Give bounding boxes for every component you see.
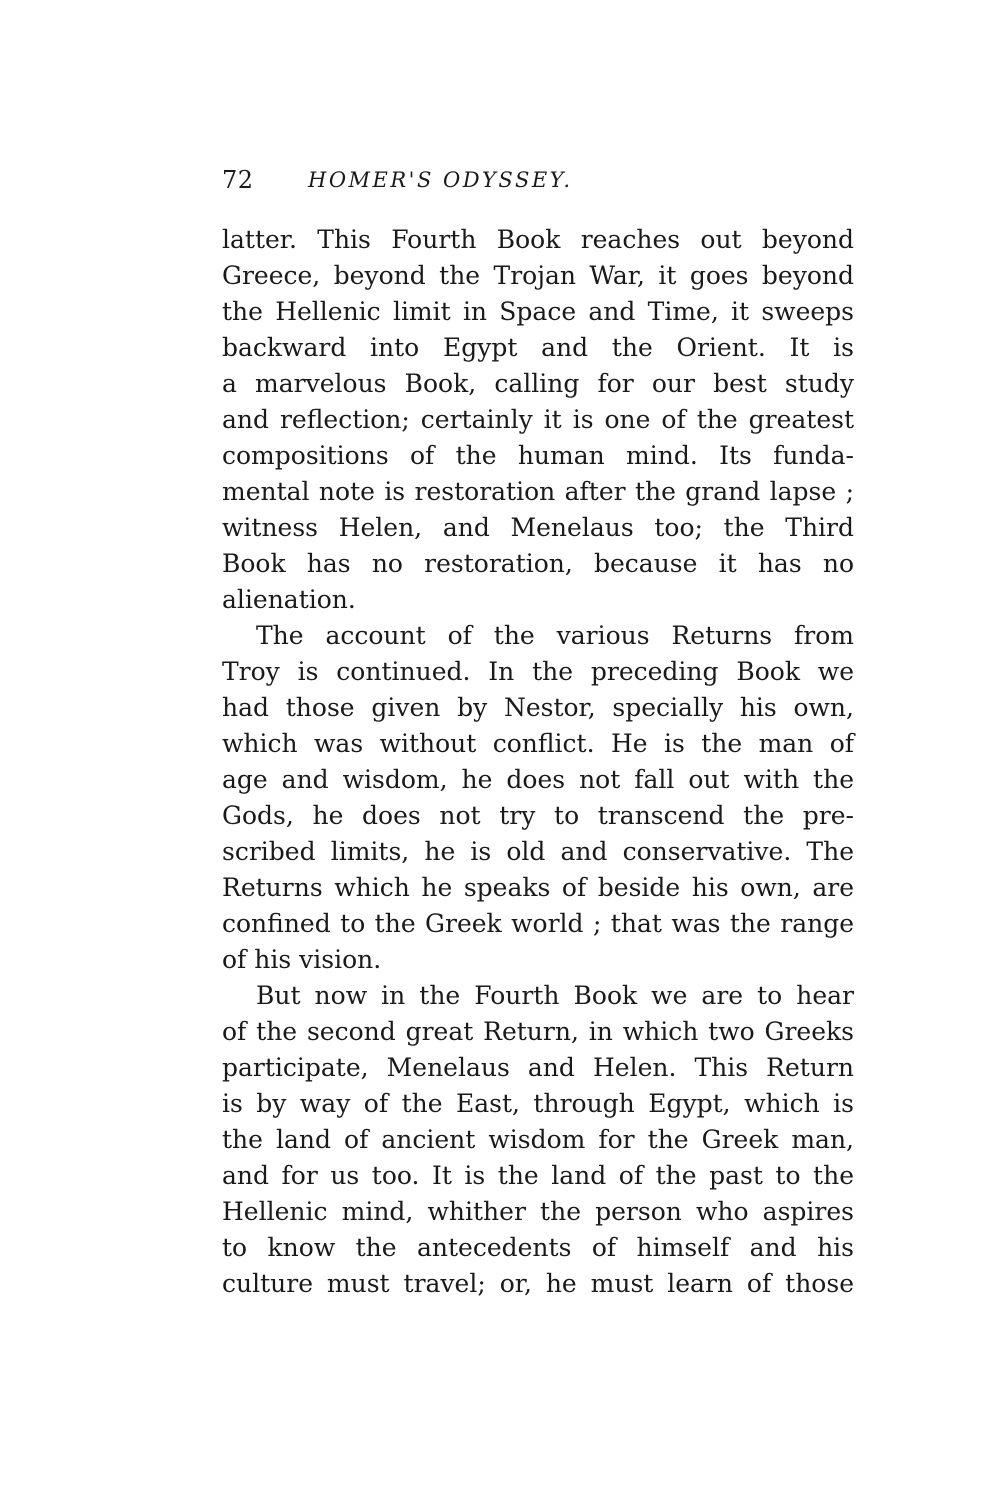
body-text [222, 222, 854, 1302]
text-line: culture must travel; or, he must learn of those [222, 1269, 854, 1298]
text-line: age and wisdom, he does not fall out with the [222, 765, 854, 794]
text-line: participate, Menelaus and Helen. This Return [222, 1053, 854, 1082]
text-line: to know the antecedents of himself and his [222, 1233, 854, 1262]
text-line: Greece, beyond the Trojan War, it goes beyond [222, 261, 854, 290]
text-line: which was without conflict. He is the man of [222, 729, 854, 758]
text-line: Troy is continued. In the preceding Book we [222, 657, 854, 686]
text-line: The account of the various Returns from [256, 621, 854, 650]
text-line: alienation. [222, 585, 356, 614]
text-line: confined to the Greek world ; that was the range [222, 909, 854, 938]
text-line: scribed limits, he is old and conservative. The [222, 837, 854, 866]
text-line: and for us too. It is the land of the past to the [222, 1161, 854, 1190]
page-number: 72 [222, 166, 254, 194]
text-line: the Hellenic limit in Space and Time, it sweeps [222, 297, 854, 326]
text-line: and reflection; certainly it is one of the greatest [222, 405, 854, 434]
text-line: of the second great Return, in which two Greeks [222, 1017, 854, 1046]
text-line: Hellenic mind, whither the person who aspires [222, 1197, 854, 1226]
text-line: But now in the Fourth Book we are to hear [256, 981, 854, 1010]
text-line: mental note is restoration after the grand lapse ; [222, 477, 854, 506]
text-line: is by way of the East, through Egypt, which is [222, 1089, 854, 1118]
text-line: Book has no restoration, because it has no [222, 549, 854, 578]
text-line: the land of ancient wisdom for the Greek man, [222, 1125, 854, 1154]
text-line: of his vision. [222, 945, 382, 974]
text-line: had those given by Nestor, specially his own, [222, 693, 854, 722]
text-line: Gods, he does not try to transcend the pre- [222, 801, 854, 830]
text-line: witness Helen, and Menelaus too; the Third [222, 513, 854, 542]
text-line: compositions of the human mind. Its funda- [222, 441, 854, 470]
text-line: backward into Egypt and the Orient. It is [222, 333, 854, 362]
running-head [222, 160, 854, 200]
text-line: latter. This Fourth Book reaches out beyond [222, 225, 854, 254]
text-line: Returns which he speaks of beside his own, are [222, 873, 854, 902]
text-line: a marvelous Book, calling for our best study [222, 369, 854, 398]
running-title: HOMER'S ODYSSEY. [308, 168, 573, 192]
